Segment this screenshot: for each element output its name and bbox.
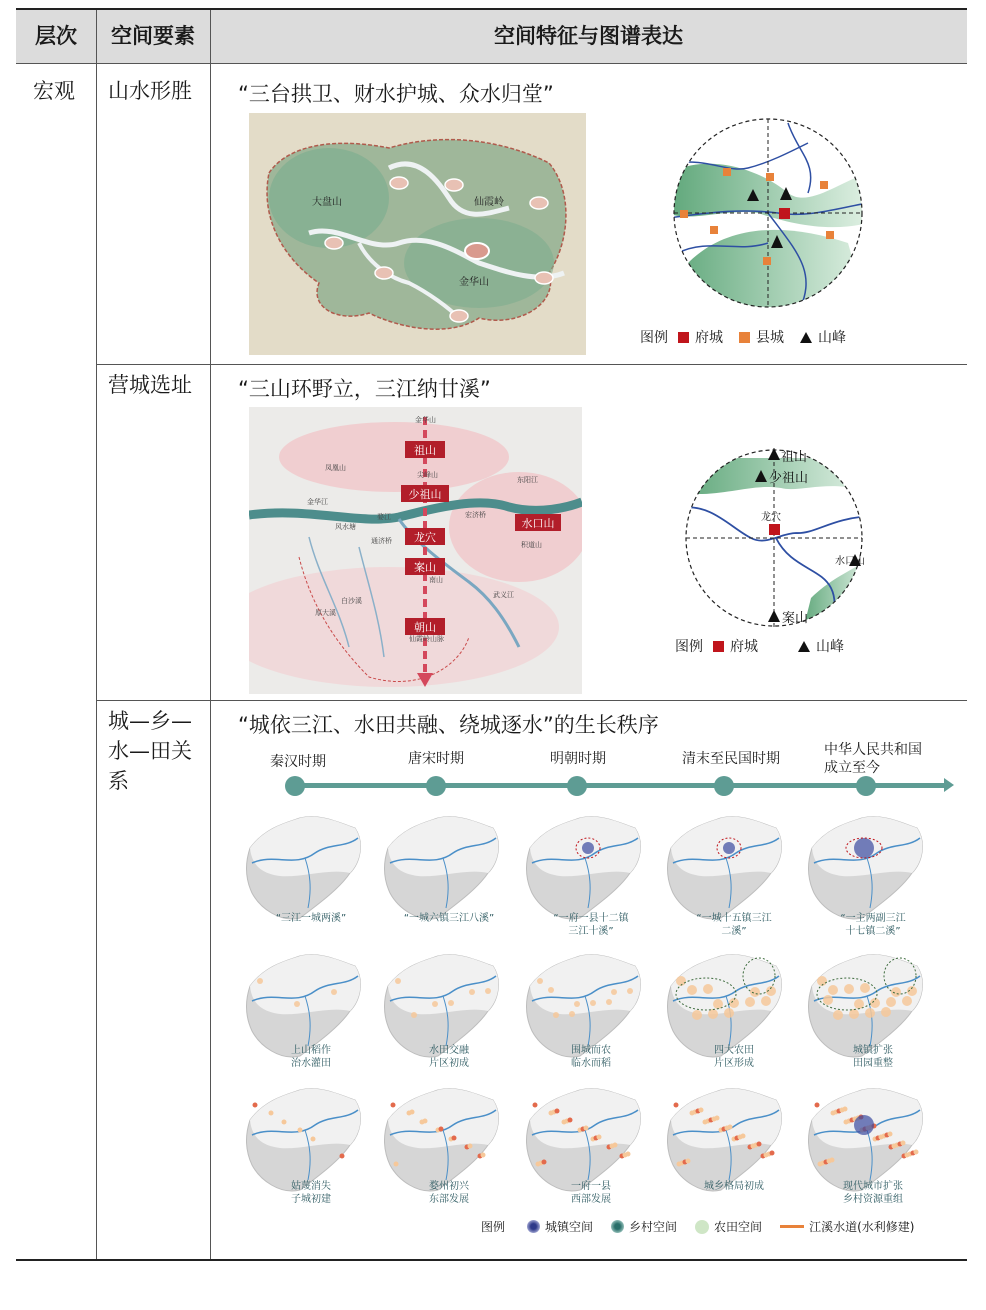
row3-element-line3: 系 (108, 769, 129, 793)
evolution-caption-r1-c5: “一主两副三江 十七镇二溪” (840, 913, 906, 937)
row2-legend-title: 图例 (675, 639, 703, 655)
row3-legend-title: 图例 (481, 1220, 506, 1234)
legend-urban (527, 1218, 593, 1235)
row1-feng-shui-diagram (668, 113, 868, 318)
rural-space-swatch (611, 1220, 624, 1233)
fucheng-swatch-2 (713, 641, 724, 652)
row1-element: 山水形胜 (108, 79, 192, 103)
period-label-2: 唐宋时期 (408, 751, 464, 767)
svg-text:金华江: 金华江 (307, 498, 328, 506)
diagram-label-shaozushan: 少祖山 (769, 471, 809, 486)
svg-text:积道山: 积道山 (521, 541, 542, 549)
evolution-caption-r2-c2: 水田交融 片区初成 (429, 1045, 469, 1069)
period-label-3: 明朝时期 (550, 751, 606, 767)
peak-triangle-icon (800, 332, 812, 343)
evolution-map-r1-c1 (240, 808, 370, 928)
feng-shui-diagram-svg (668, 113, 868, 318)
row-divider-2 (96, 700, 967, 701)
row-divider-1 (96, 364, 967, 365)
svg-text:仙霞岭山脉: 仙霞岭山脉 (409, 635, 444, 643)
svg-text:水口山: 水口山 (521, 517, 555, 530)
svg-text:龙穴: 龙穴 (414, 531, 436, 544)
row1-legend-peak: 山峰 (818, 330, 846, 346)
period-label-5: 中华人民共和国 成立至今 (824, 742, 922, 776)
svg-text:白沙溪: 白沙溪 (341, 597, 362, 605)
evolution-caption-r3-c1: 姑蔑消失 子城初建 (291, 1181, 331, 1205)
timeline-arrow-icon (944, 778, 954, 792)
evolution-caption-r2-c1: 上山稻作 治水灌田 (291, 1045, 331, 1069)
period-label-4: 清末至民国时期 (682, 751, 780, 767)
header-rule (16, 63, 967, 64)
evolution-caption-r3-c2: 婺州初兴 东部发展 (429, 1181, 469, 1205)
timeline-bar (286, 783, 946, 788)
landscape-map-svg (249, 113, 586, 355)
row1-quote: “三台拱卫、财水护城、众水归堂” (238, 82, 554, 106)
row3-element-line1: 城—乡— (108, 709, 192, 733)
header-level: 层次 (35, 24, 77, 48)
map-label-dapanshan: 大盘山 (312, 197, 342, 208)
row3-quote: “城依三江、水田共融、绕城逐水”的生长秩序 (238, 713, 659, 737)
svg-text:金华山: 金华山 (415, 416, 436, 424)
header-element: 空间要素 (111, 24, 195, 48)
row1-legend-title: 图例 (640, 330, 668, 346)
svg-text:东阳江: 东阳江 (517, 476, 538, 484)
col-divider-2 (210, 10, 211, 1259)
peak-triangle-icon-2 (798, 641, 810, 652)
svg-text:宏济桥: 宏济桥 (465, 511, 486, 519)
timeline-dot-2 (426, 776, 446, 796)
evolution-map-r1-c3 (520, 808, 650, 928)
map-label-xianxialing: 仙霞岭 (474, 197, 504, 208)
legend-waterway (780, 1218, 914, 1235)
waterway-swatch (780, 1225, 804, 1228)
legend-waterway-label: 江溪水道(水利修建) (809, 1220, 915, 1234)
svg-text:南山: 南山 (429, 576, 443, 584)
legend-rural-label: 乡村空间 (629, 1220, 678, 1234)
svg-text:厚大溪: 厚大溪 (315, 609, 336, 617)
site-diagram-svg (681, 438, 871, 638)
diagram-label-shuikoushan: 水口山 (835, 556, 865, 567)
row2-legend-fucheng: 府城 (730, 639, 758, 655)
diagram-label-longxue: 龙穴 (761, 512, 781, 523)
evolution-caption-r1-c2: “一城六镇三江八溪” (403, 913, 495, 924)
timeline-dot-4 (714, 776, 734, 796)
col-divider-1 (96, 10, 97, 1259)
legend-rural (611, 1218, 677, 1235)
fucheng-swatch (678, 332, 689, 343)
evolution-caption-r2-c4: 四大农田 片区形成 (714, 1045, 754, 1069)
svg-text:凤凰山: 凤凰山 (325, 464, 346, 472)
diagram-label-zushan: 祖山 (781, 450, 808, 465)
farmland-space-swatch (695, 1220, 709, 1234)
row3-element-line2: 水—田关 (108, 739, 192, 763)
legend-farmland-label: 农田空间 (714, 1220, 763, 1234)
row3-legend (481, 1218, 932, 1235)
svg-text:案山: 案山 (414, 561, 436, 574)
row2-legend (675, 636, 844, 656)
evolution-caption-r1-c4: “一城十五镇三江 二溪” (696, 913, 772, 937)
row2-legend-peak: 山峰 (816, 639, 844, 655)
timeline-dot-3 (567, 776, 587, 796)
site-map-svg (249, 407, 582, 694)
svg-text:风水塘: 风水塘 (335, 523, 356, 531)
row3-element (108, 706, 192, 796)
svg-text:朝山: 朝山 (414, 621, 436, 634)
svg-text:少祖山: 少祖山 (408, 488, 442, 501)
xiancheng-swatch (739, 332, 750, 343)
svg-text:尖峰山: 尖峰山 (417, 471, 438, 479)
legend-farmland (695, 1218, 762, 1235)
row2-element: 营城选址 (108, 373, 192, 397)
evolution-caption-r2-c3: 围城而农 临水而稻 (571, 1045, 611, 1069)
evolution-caption-r3-c3: 一府一县 西部发展 (571, 1181, 611, 1205)
map-label-jinhuashan: 金华山 (459, 277, 489, 288)
evolution-map-r1-c4 (661, 808, 791, 928)
period-label-1: 秦汉时期 (270, 754, 326, 770)
urban-space-swatch (527, 1220, 540, 1233)
diagram-label-anshan: 案山 (782, 611, 809, 626)
row2-site-selection-map (249, 407, 582, 694)
level-macro: 宏观 (33, 79, 75, 103)
legend-urban-label: 城镇空间 (545, 1220, 594, 1234)
svg-text:通济桥: 通济桥 (371, 537, 392, 545)
bottom-rule (16, 1259, 967, 1261)
evolution-caption-r1-c1: “三江一城两溪” (275, 913, 347, 924)
row1-landscape-map (249, 113, 586, 355)
evolution-caption-r1-c3: “一府一县十二镇 三江十溪” (553, 913, 629, 937)
row2-quote: “三山环野立，三江纳廿溪” (238, 377, 491, 401)
svg-text:婺江: 婺江 (377, 513, 391, 521)
svg-text:武义江: 武义江 (493, 591, 514, 599)
row1-legend-xiancheng: 县城 (756, 330, 784, 346)
timeline-dot-1 (285, 776, 305, 796)
row2-site-diagram (681, 438, 871, 638)
spatial-table (16, 8, 967, 1262)
evolution-map-r1-c2 (378, 808, 508, 928)
header-feature: 空间特征与图谱表达 (494, 24, 683, 48)
timeline-dot-5 (856, 776, 876, 796)
svg-text:祖山: 祖山 (414, 444, 436, 457)
evolution-map-r1-c5 (802, 808, 932, 928)
evolution-caption-r3-c5: 现代城市扩张 乡村资源重组 (843, 1181, 903, 1205)
row1-legend-fucheng: 府城 (695, 330, 723, 346)
row1-legend (640, 327, 846, 347)
evolution-caption-r2-c5: 城镇扩张 田园重整 (853, 1045, 893, 1069)
evolution-caption-r3-c4: 城乡格局初成 (704, 1181, 764, 1192)
